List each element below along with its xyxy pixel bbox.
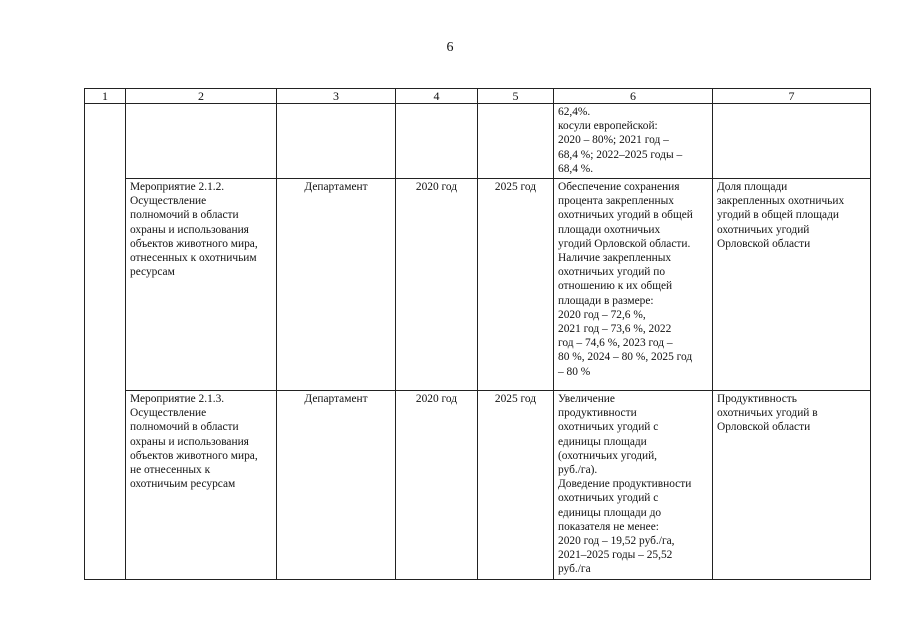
- table-row: [85, 391, 871, 580]
- row-number-cell: [85, 104, 126, 580]
- start-year: 2020 год: [396, 391, 478, 580]
- expected-result: Обеспечение сохранения процента закрепленных охотничьих угодий в общей площади охотничьих угодий Орловской области. Наличие закрепленных охотничьих угодий по отношению к их общей площади в размере: 2020 год – 72,6 %, 2021 год – 73,6 %, 2022 год – 74,6 %, 2023 год – 80 %, 2024 – 80 %, 2025 год – 80 %: [554, 179, 713, 391]
- header-cell-6: 6: [554, 89, 713, 104]
- cell-col6: 62,4%. косули европейской: 2020 – 80%; 2021 год – 68,4 %; 2022–2025 годы – 68,4 %.: [554, 104, 713, 179]
- measure-description: Мероприятие 2.1.2. Осуществление полномочий в области охраны и использования объектов животного мира, отнесенных к охотничьим ресурсам: [126, 179, 277, 391]
- cell-col2: [126, 104, 277, 179]
- executor: Департамент: [277, 391, 396, 580]
- cell-col7: [713, 104, 871, 179]
- expected-result: Увеличение продуктивности охотничьих угодий с единицы площади (охотничьих угодий, руб./га). Доведение продуктивности охотничьих угодий с единицы площади до показателя не менее: 2020 год – 19,52 руб./га, 2021–2025 годы – 25,52 руб./га: [554, 391, 713, 580]
- end-year: 2025 год: [478, 179, 554, 391]
- measures-table: [84, 88, 871, 580]
- start-year: 2020 год: [396, 179, 478, 391]
- header-cell-7: 7: [713, 89, 871, 104]
- header-cell-1: 1: [85, 89, 126, 104]
- cell-col5: [478, 104, 554, 179]
- end-year: 2025 год: [478, 391, 554, 580]
- cell-col4: [396, 104, 478, 179]
- indicator: Продуктивность охотничьих угодий в Орловской области: [713, 391, 871, 580]
- header-cell-5: 5: [478, 89, 554, 104]
- header-cell-3: 3: [277, 89, 396, 104]
- table-row: [85, 179, 871, 391]
- measure-description: Мероприятие 2.1.3. Осуществление полномочий в области охраны и использования объектов животного мира, не отнесенных к охотничьим ресурсам: [126, 391, 277, 580]
- table-row-continued: [85, 104, 871, 179]
- page-number: 6: [446, 40, 454, 55]
- executor: Департамент: [277, 179, 396, 391]
- indicator: Доля площади закрепленных охотничьих угодий в общей площади охотничьих угодий Орловской области: [713, 179, 871, 391]
- table-header-row: [85, 89, 871, 104]
- cell-col3: [277, 104, 396, 179]
- header-cell-2: 2: [126, 89, 277, 104]
- header-cell-4: 4: [396, 89, 478, 104]
